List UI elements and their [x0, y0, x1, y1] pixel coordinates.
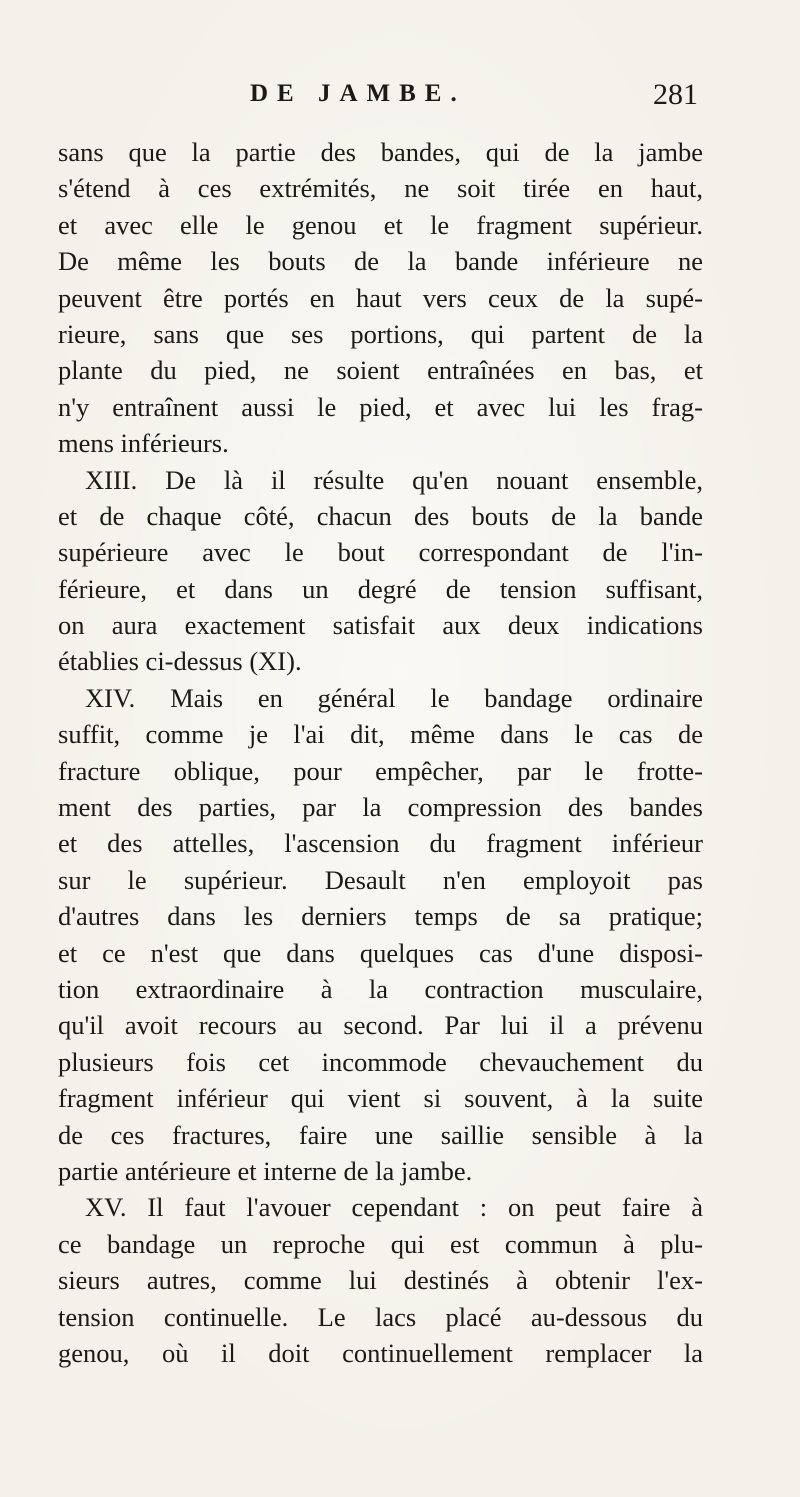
text-line: qu'il avoit recours au second. Par lui il a prévenu	[58, 1010, 703, 1041]
text-line: fragment inférieur qui vient si souvent, à la suite	[58, 1083, 703, 1114]
text-line: tension continuelle. Le lacs placé au-dessous du	[58, 1301, 703, 1332]
text-line: et avec elle le genou et le fragment supérieur.	[58, 209, 703, 240]
page-number: 281	[653, 78, 698, 111]
text-line: rieure, sans que ses portions, qui partent de la	[58, 318, 703, 349]
text-line: mens inférieurs.	[58, 428, 229, 459]
text-line: ce bandage un reproche qui est commun à plu-	[58, 1228, 703, 1259]
text-line: sieurs autres, comme lui destinés à obtenir l'ex-	[58, 1265, 703, 1296]
text-line: sans que la partie des bandes, qui de la jambe	[58, 137, 703, 167]
text-line: plante du pied, ne soient entraînées en bas, et	[58, 355, 703, 386]
paragraph-start-xv: XV. Il faut l'avouer cependant : on peut faire à	[85, 1192, 703, 1223]
text-line: tion extraordinaire à la contraction musculaire,	[58, 973, 703, 1004]
text-line: suffit, comme je l'ai dit, même dans le cas de	[58, 719, 703, 750]
text-line: férieure, et dans un degré de tension suffisant,	[58, 573, 703, 604]
text-line: s'étend à ces extrémités, ne soit tirée en haut,	[58, 173, 703, 204]
text-line: établies ci-dessus (XI).	[58, 646, 302, 677]
text-line: De même les bouts de la bande inférieure ne	[58, 246, 703, 277]
body-text	[58, 134, 703, 1371]
text-line: genou, où il doit continuellement remplacer la	[58, 1337, 703, 1368]
text-line: et des attelles, l'ascension du fragment inférieur	[58, 828, 703, 859]
text-line: de ces fractures, faire une saillie sensible à la	[58, 1119, 703, 1150]
text-line: sur le supérieur. Desault n'en employoit pas	[58, 864, 703, 895]
text-line: ment des parties, par la compression des bandes	[58, 792, 703, 823]
text-line: plusieurs fois cet incommode chevauchement du	[58, 1046, 703, 1077]
running-head: DE JAMBE.	[250, 80, 466, 107]
page-header	[0, 80, 800, 120]
text-line: fracture oblique, pour empêcher, par le frotte-	[58, 755, 703, 786]
text-line: n'y entraînent aussi le pied, et avec lui les frag-	[58, 391, 703, 422]
text-line: et ce n'est que dans quelques cas d'une disposi-	[58, 937, 703, 968]
text-line: peuvent être portés en haut vers ceux de la supé-	[58, 282, 703, 313]
paragraph-start-xiv: XIV. Mais en général le bandage ordinaire	[85, 682, 703, 713]
text-line: et de chaque côté, chacun des bouts de la bande	[58, 500, 703, 531]
paragraph-start-xiii: XIII. De là il résulte qu'en nouant ensemble,	[85, 464, 703, 495]
text-line: d'autres dans les derniers temps de sa pratique;	[58, 901, 703, 932]
text-line: supérieure avec le bout correspondant de l'in-	[58, 537, 703, 568]
text-line: partie antérieure et interne de la jambe.	[58, 1155, 473, 1186]
text-line: on aura exactement satisfait aux deux indications	[58, 610, 703, 641]
